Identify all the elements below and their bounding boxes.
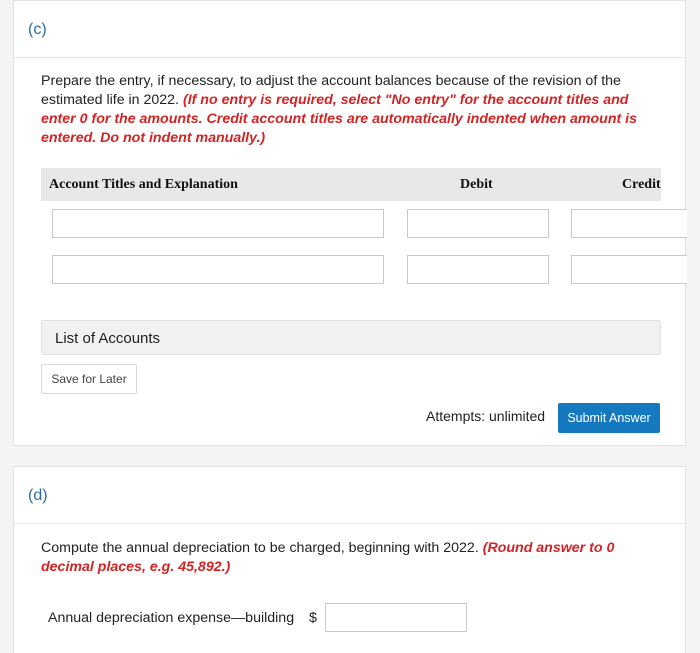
part-c-header [14, 1, 685, 58]
journal-table-header [41, 168, 661, 201]
row-2-credit-input[interactable] [571, 255, 687, 284]
part-c-instruction-text: Prepare the entry, if necessary, to adjust the account balances because of the revision of the estimated life in 2022. [41, 73, 621, 108]
depreciation-field-label: Annual depreciation expense—building [48, 610, 295, 626]
row-2-debit-input[interactable] [407, 255, 549, 284]
row-1-debit-input[interactable] [407, 209, 549, 238]
list-of-accounts-label: List of Accounts [55, 330, 161, 347]
dollar-sign: $ [309, 610, 317, 626]
part-d-instruction-text: Compute the annual depreciation to be charged, beginning with 2022. [41, 540, 483, 556]
depreciation-input[interactable] [325, 603, 467, 632]
part-c-card [13, 0, 686, 446]
column-header-account: Account Titles and Explanation [49, 177, 238, 192]
save-for-later-button[interactable]: Save for Later [41, 364, 137, 394]
part-d-header [14, 467, 685, 524]
part-d-card [13, 466, 686, 653]
list-of-accounts-toggle[interactable] [41, 320, 661, 355]
column-header-credit: Credit [622, 177, 661, 192]
row-1-account-input[interactable] [52, 209, 384, 238]
row-2-account-input[interactable] [52, 255, 384, 284]
part-c-instruction-note: (If no entry is required, select "No entry" for the account titles and enter 0 for the amounts. Credit account titles are automatically indented when amount is entered. Do not indent manually.) [41, 92, 637, 146]
part-d-instructions [41, 539, 661, 577]
attempts-label: Attempts: unlimited [426, 408, 546, 424]
submit-answer-button[interactable]: Submit Answer [558, 403, 660, 433]
row-1-credit-input[interactable] [571, 209, 687, 238]
part-d-instruction-note: (Round answer to 0 decimal places, e.g. 45,892.) [41, 540, 615, 575]
part-d-label: (d) [28, 487, 48, 504]
column-header-debit: Debit [460, 177, 493, 192]
part-c-label: (c) [28, 21, 47, 38]
part-c-instructions [41, 72, 661, 148]
